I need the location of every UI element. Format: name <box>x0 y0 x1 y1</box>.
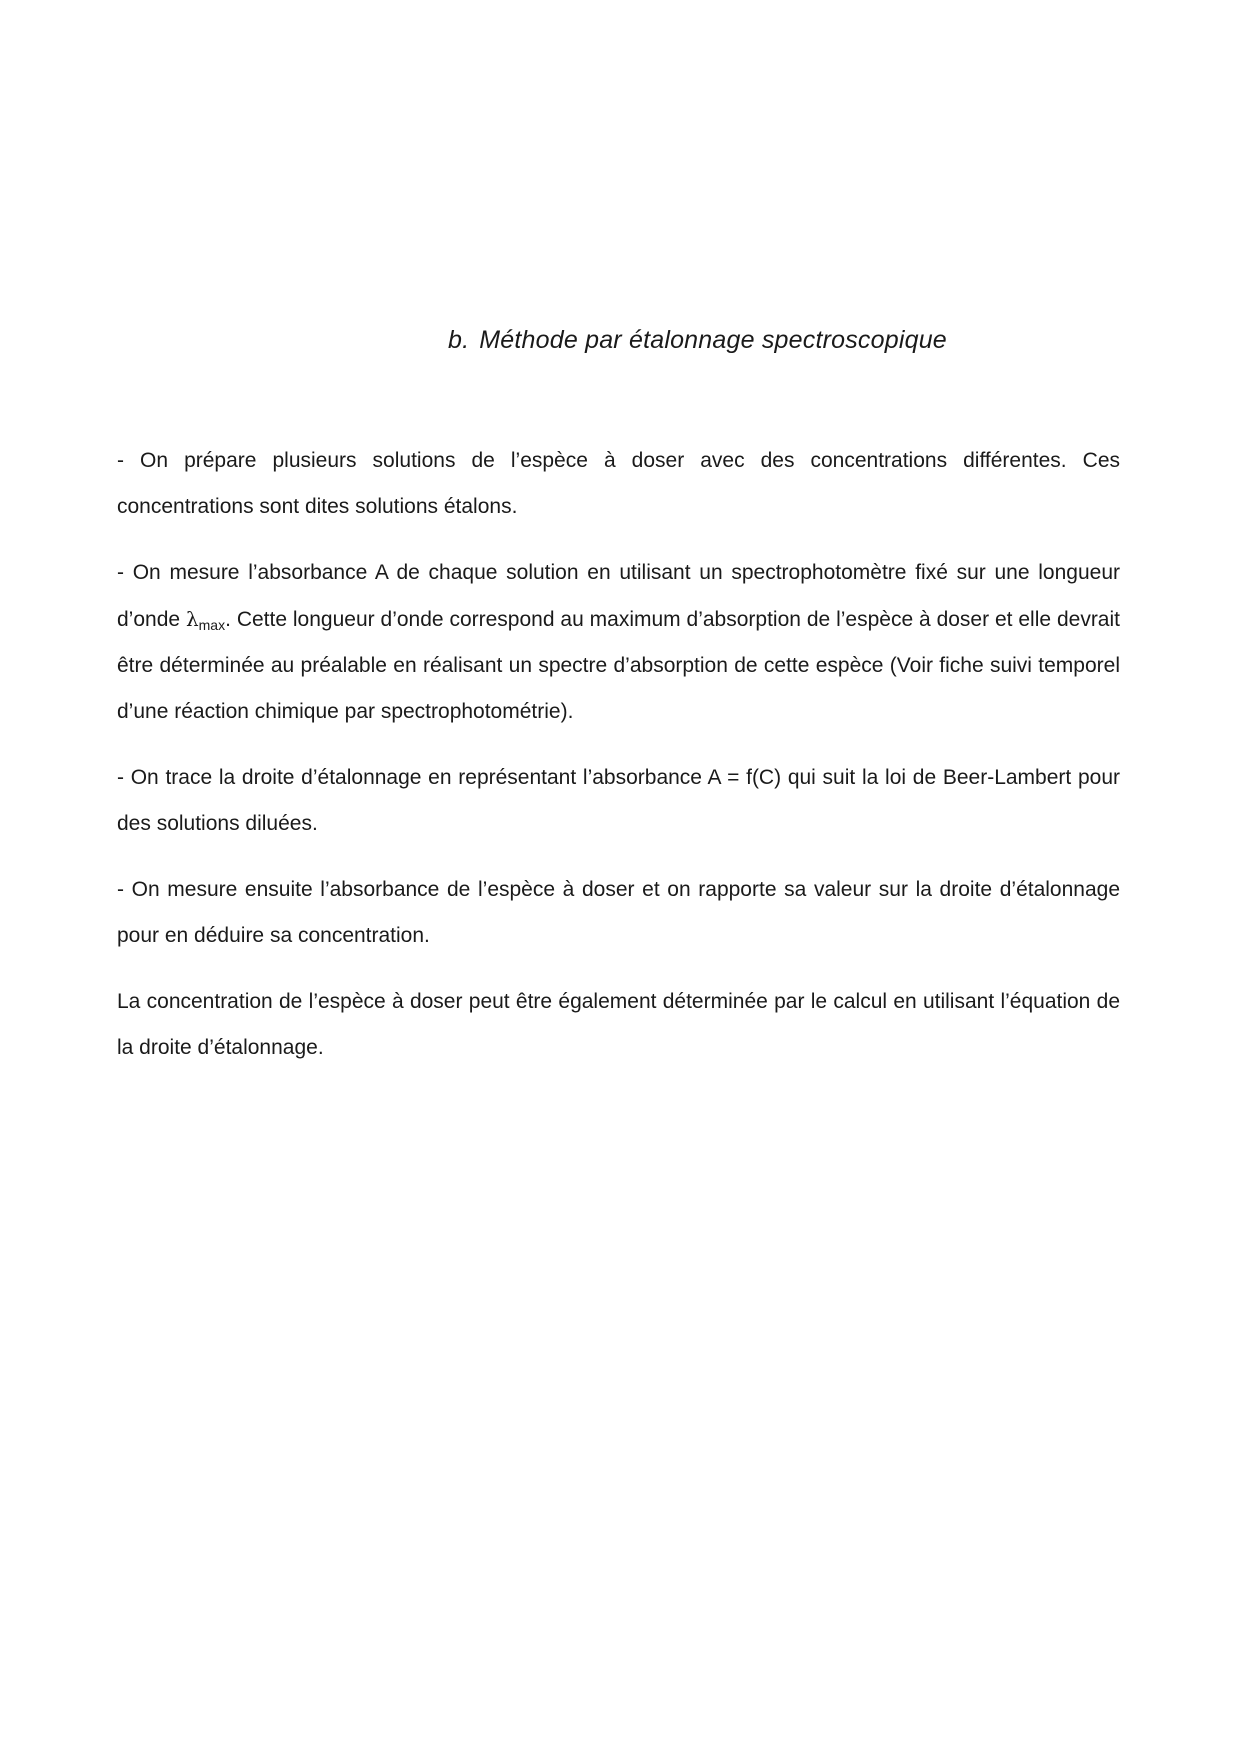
paragraph-sample-measurement: - On mesure ensuite l’absorbance de l’espèce à doser et on rapporte sa valeur sur la droite d’étalonnage pour en déduire sa concentration. <box>117 878 1120 947</box>
lambda-symbol: λ <box>185 607 199 631</box>
section-number: b. <box>448 326 470 354</box>
paragraph-absorbance-text-start: - On mesure l’absorbance A de chaque solution en utilisant un spectrophotomètre fixé sur une longueur d’onde <box>117 561 1120 631</box>
section-heading <box>448 326 947 355</box>
paragraph-standard-solutions: - On prépare plusieurs solutions de l’espèce à doser avec des concentrations différentes. Ces concentrations sont dites solutions étalons. <box>117 449 1120 518</box>
paragraph-calibration-line: - On trace la droite d’étalonnage en représentant l’absorbance A = f(C) qui suit la loi de Beer-Lambert pour des solutions diluées. <box>117 766 1120 835</box>
paragraph-absorbance-text-end: . Cette longueur d’onde correspond au maximum d’absorption de l’espèce à doser et elle devrait être déterminée au préalable en réalisant un spectre d’absorption de cette espèce (Voir fiche suivi temporel d’une réaction chimique par spectrophotométrie). <box>117 608 1120 723</box>
body-text <box>117 438 1120 1091</box>
lambda-subscript: max <box>198 617 226 633</box>
paragraph-concentration-calculation: La concentration de l’espèce à doser peut être également déterminée par le calcul en utilisant l’équation de la droite d’étalonnage. <box>117 990 1120 1059</box>
section-title: Méthode par étalonnage spectroscopique <box>479 326 947 354</box>
paragraph-absorbance-measurement <box>117 550 1120 735</box>
